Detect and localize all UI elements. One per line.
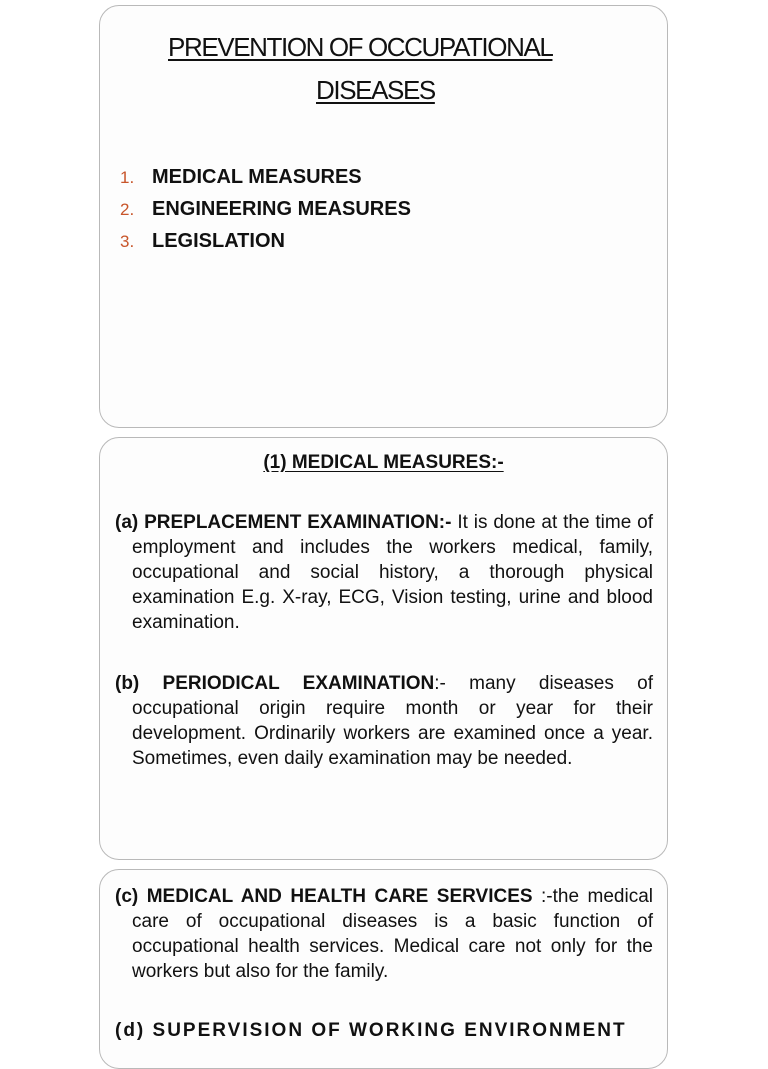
- paragraph-text: :-the medical care of occupational diseases is a basic function of occupational health services. Medical care not only for the workers but also for the family.: [132, 886, 654, 982]
- list-item-number: 2.: [120, 200, 135, 219]
- slide-title-line-1: PREVENTION OF OCCUPATIONAL: [168, 32, 553, 62]
- list-item-number: 3.: [120, 232, 135, 251]
- paragraph-lead: (b) PERIODICAL EXAMINATION: [115, 673, 435, 694]
- paragraph-medical-health-care-services: [115, 884, 653, 984]
- paragraph-text: :- many diseases of occupational origin require month or year for their development. Ordinarily workers are examined once a year. Sometimes, even daily examination may be needed.: [132, 673, 653, 769]
- slide-title-line-2: DISEASES: [316, 75, 435, 105]
- list-item-number: 1.: [120, 168, 135, 187]
- slide-prevention-overview: [99, 5, 668, 428]
- slide-medical-measures: [99, 437, 668, 860]
- paragraph-lead: (a) PREPLACEMENT EXAMINATION:-: [115, 512, 452, 533]
- list-item: [120, 161, 411, 193]
- paragraph-supervision-partial: (d) SUPERVISION OF WORKING ENVIRONMENT: [115, 1020, 627, 1041]
- list-item-label: LEGISLATION: [152, 230, 285, 252]
- list-item: [120, 193, 411, 225]
- paragraph-text: It is done at the time of employment and includes the workers medical, family, occupational and social history, a thorough physical examination E.g. X-ray, ECG, Vision testing, urine and blood examination.: [132, 512, 653, 633]
- list-item: [120, 225, 411, 257]
- paragraph-lead: (c) MEDICAL AND HEALTH CARE SERVICES: [115, 886, 533, 907]
- measures-list: [120, 161, 411, 257]
- section-heading: (1) MEDICAL MEASURES:-: [263, 452, 504, 473]
- paragraph-periodical-examination: [115, 671, 653, 771]
- paragraph-preplacement-examination: [115, 510, 653, 635]
- slide-medical-care-services: [99, 869, 668, 1069]
- list-item-label: ENGINEERING MEASURES: [152, 198, 411, 220]
- list-item-label: MEDICAL MEASURES: [152, 166, 362, 188]
